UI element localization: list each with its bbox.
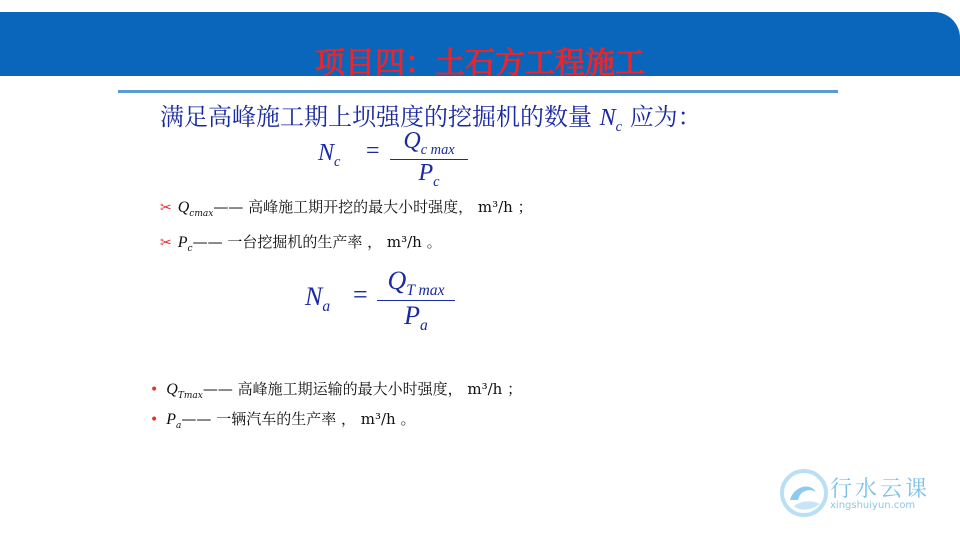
intro-variable: N: [599, 105, 616, 131]
brand-logo: [780, 466, 940, 524]
formula-nc-lhs: N: [318, 140, 335, 166]
scissors-icon: ✂: [160, 200, 172, 216]
title-underline: [118, 90, 838, 93]
bullet-icon: •: [150, 412, 159, 428]
formula-na-lhs: N: [305, 282, 323, 311]
scissors-icon: ✂: [160, 235, 172, 251]
formula-nc-lhs-sub: c: [334, 153, 341, 170]
formula-nc-equals: =: [366, 138, 380, 164]
wave-logo-icon: [780, 466, 828, 520]
formula-na-lhs-sub: a: [322, 298, 331, 316]
formula-nc-numerator: $Q_{c max}$: [390, 128, 468, 160]
logo-url: xingshuiyun.com: [830, 500, 916, 511]
intro-sentence: 满足高峰施工期上坝强度的挖掘机的数量: [160, 103, 592, 131]
formula-na: [305, 266, 485, 340]
formula-nc-fraction: [390, 128, 468, 191]
formula-na-equals: =: [353, 280, 368, 309]
formula-nc: [318, 128, 488, 192]
logo-name: 行水云课: [830, 477, 931, 502]
definition-item: ✂ $Q_{cmax}——$ 高峰施工期开挖的最大小时强度， m³/h ；: [160, 198, 533, 219]
formula-na-numerator: $Q_{T max}$: [377, 266, 455, 301]
intro-variable-sub: c: [615, 118, 623, 135]
definition-item: ✂ $P_c——$ 一台挖掘机的生产率 ， m³/h 。: [160, 233, 442, 254]
bullet-icon: •: [150, 382, 159, 398]
formula-na-denominator: $P_a$: [404, 301, 428, 335]
formula-na-fraction: [377, 266, 455, 335]
intro-suffix: 应为：: [629, 103, 702, 131]
definition-item: • $Q_{Tmax}——$ 高峰施工期运输的最大小时强度， m³/h ；: [150, 380, 523, 401]
definition-item: • $P_a——$ 一辆汽车的生产率 ， m³/h 。: [150, 410, 416, 431]
slide-title: 项目四：土石方工程施工: [315, 46, 645, 81]
formula-nc-denominator: $P_c$: [418, 159, 440, 190]
